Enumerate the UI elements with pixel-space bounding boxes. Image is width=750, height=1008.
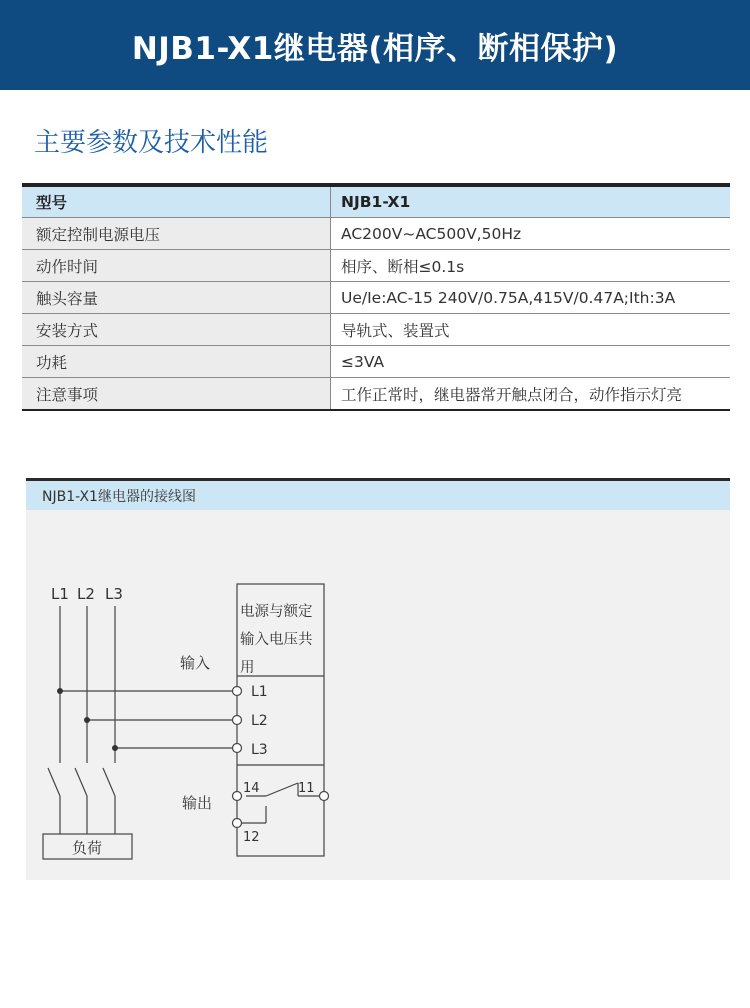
param-label: 额定控制电源电压 [22, 218, 331, 250]
switch-blade-l1 [48, 768, 60, 796]
terminal-label-l3: L3 [251, 742, 268, 758]
load-label: 负荷 [72, 839, 103, 857]
contact-label-12: 12 [243, 830, 260, 845]
junction-dot [57, 688, 63, 694]
contact-label-14: 14 [243, 781, 260, 796]
phase-label-l3: L3 [105, 585, 123, 603]
switch-blade-l3 [103, 768, 115, 796]
wiring-diagram [26, 478, 730, 880]
table-row [22, 314, 730, 346]
param-value: 相序、断相≤0.1s [331, 250, 731, 282]
page-header [0, 0, 750, 90]
relay-box-text-line-1: 电源与额定 [240, 604, 313, 620]
terminal-l3 [233, 744, 242, 753]
wiring-diagram-title: NJB1-X1继电器的接线图 [42, 489, 196, 505]
table-row [22, 378, 730, 411]
switch-blade-l2 [75, 768, 87, 796]
table-row [22, 282, 730, 314]
param-label: 注意事项 [22, 378, 331, 411]
phase-label-l2: L2 [77, 585, 95, 603]
table-header-row [22, 185, 730, 218]
header-cell-model: 型号 [22, 185, 331, 218]
param-label: 安装方式 [22, 314, 331, 346]
wiring-diagram-panel [26, 478, 730, 880]
output-label: 输出 [182, 794, 213, 812]
param-label: 功耗 [22, 346, 331, 378]
param-value: 导轨式、装置式 [331, 314, 731, 346]
input-label: 输入 [180, 654, 211, 672]
param-label: 动作时间 [22, 250, 331, 282]
contact-blade [266, 783, 298, 796]
terminal-label-l2: L2 [251, 713, 268, 729]
table-row [22, 218, 730, 250]
header-cell-model-value: NJB1-X1 [331, 185, 731, 218]
terminal-label-l1: L1 [251, 684, 268, 700]
section-title: 主要参数及技术性能 [34, 128, 269, 158]
param-value: 工作正常时，继电器常开触点闭合，动作指示灯亮 [331, 378, 731, 411]
terminal-14 [233, 792, 242, 801]
table-row [22, 346, 730, 378]
terminal-l2 [233, 716, 242, 725]
param-value: AC200V~AC500V,50Hz [331, 218, 731, 250]
terminal-11 [320, 792, 329, 801]
table-row [22, 250, 730, 282]
param-value: Ue/Ie:AC-15 240V/0.75A,415V/0.47A;Ith:3A [331, 282, 731, 314]
junction-dot [84, 717, 90, 723]
param-value: ≤3VA [331, 346, 731, 378]
terminal-12 [233, 819, 242, 828]
contact-label-11: 11 [298, 781, 315, 796]
param-label: 触头容量 [22, 282, 331, 314]
phase-label-l1: L1 [51, 585, 69, 603]
terminal-l1 [233, 687, 242, 696]
relay-box-text-line-2: 输入电压共 [240, 632, 313, 648]
junction-dot [112, 745, 118, 751]
page-title: NJB1-X1继电器(相序、断相保护) [131, 30, 619, 67]
parameters-table [22, 183, 730, 411]
relay-box-text-line-3: 用 [240, 660, 255, 676]
